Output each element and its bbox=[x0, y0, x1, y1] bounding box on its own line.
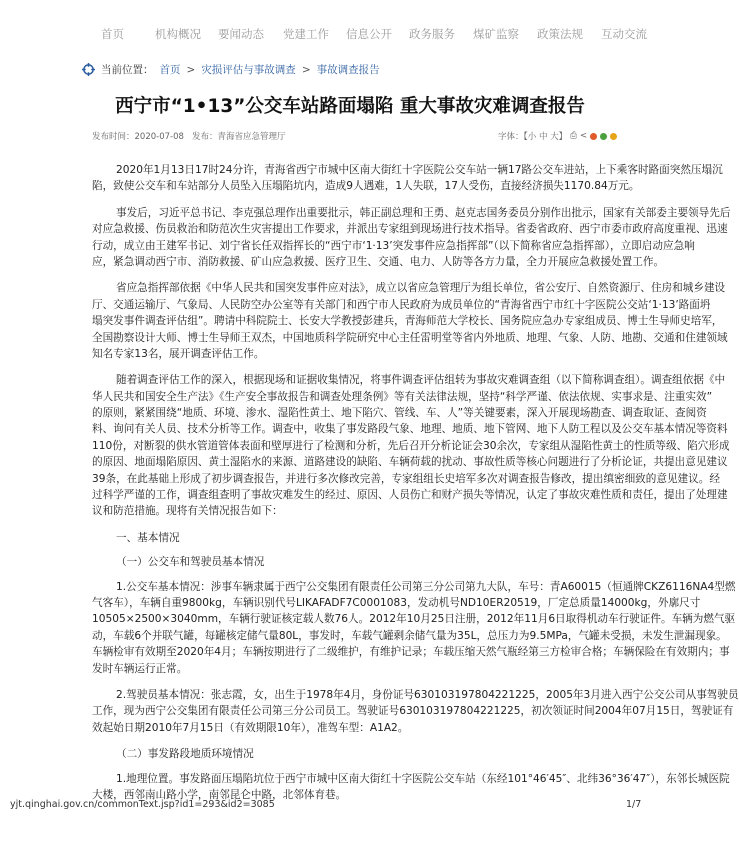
text-line: 39条，在此基础上形成了初步调查报告，并进行多次修改完善，专家组组长史培军多次对调查报告修改，提出缜密细致的意见建议。经 bbox=[92, 472, 720, 485]
text-line: 10505×2500×3040mm，车辆行驶证核定载人数76人。2012年10月25日注册，2012年11月6日取得机动车行驶证件。车辆为燃气驱 bbox=[92, 613, 736, 626]
section-heading: （二）事发路段地质环境情况 bbox=[116, 748, 254, 761]
breadcrumb-home[interactable]: 首页 bbox=[159, 64, 181, 76]
breadcrumb-current[interactable]: 事故调查报告 bbox=[316, 64, 380, 76]
text-line: 知名专家13名，展开调查评估工作。 bbox=[92, 347, 265, 360]
text-line: 省应急指挥部依据《中华人民共和国突发事件应对法》，成立以省应急管理厅为组长单位，省公安厅、自然资源厅、住房和城乡建设 bbox=[116, 282, 726, 295]
text-line: 应，紧急调动西宁市、消防救援、矿山应急救援、医疗卫生、交通、电力、人防等各方力量，全力开展应急救援处置工作。 bbox=[92, 255, 665, 268]
paragraph bbox=[92, 280, 728, 362]
text-line: 过科学严谨的工作，调查组查明了事故灾难发生的经过、原因、人员伤亡和财产损失等情况，认定了事故灾难性质和责任，提出了处理建 bbox=[92, 489, 728, 502]
breadcrumb-separator: > bbox=[301, 63, 311, 76]
breadcrumb-separator: > bbox=[186, 63, 196, 76]
nav-item[interactable]: 政务服务 bbox=[409, 27, 455, 41]
text-line: 事发后，习近平总书记、李克强总理作出重要批示，韩正副总理和王勇、赵克志国务委员分别作出批示，国家有关部委主要领导先后 bbox=[116, 206, 731, 219]
nav-item[interactable]: 首页 bbox=[101, 27, 124, 41]
text-line: 2.驾驶员基本情况：张志霞，女，出生于1978年4月，身份证号630103197804221225，2005年3月进入西宁公交公司从事驾驶员 bbox=[116, 688, 739, 701]
nav-item[interactable]: 要闻动态 bbox=[218, 27, 264, 41]
article-meta bbox=[92, 130, 286, 142]
text-line: 对应急救援、伤员救治和防范次生灾害提出工作要求，并派出专家组到现场进行技术指导。省委省政府、西宁市委市政府高度重视、迅速 bbox=[92, 223, 728, 236]
nav-item[interactable]: 信息公开 bbox=[346, 27, 392, 41]
text-line: 全国勘察设计大师、博士生导师王双杰，中国地质科学院研究中心主任雷明堂等省内外地质、地理、气象、人防、地勘、交通和住建领域 bbox=[92, 331, 728, 344]
nav-item[interactable]: 党建工作 bbox=[283, 27, 329, 41]
publish-date: 发布时间：2020-07-08 bbox=[92, 132, 184, 142]
text-line: 大楼，西邻南山路小学，南邻昆仑中路，北邻体育巷。 bbox=[92, 788, 347, 801]
paragraph bbox=[92, 205, 731, 271]
top-nav bbox=[0, 26, 652, 42]
paragraph bbox=[92, 162, 723, 195]
breadcrumb bbox=[82, 62, 380, 77]
text-line: 华人民共和国安全生产法》《生产安全事故报告和调查处理条例》等有关法律法规，坚持“科学严谨、依法依规、实事求是、注重实效” bbox=[92, 390, 713, 403]
text-line: 动，车载6个并联气罐，每罐核定储气量80L，事发时，车载气罐剩余储气量为35L，总压力为9.5MPa，气罐未受损，未发生泄漏现象。 bbox=[92, 629, 727, 642]
text-line: 的原则，紧紧围绕“地质、环境、渗水、湿陷性黄土、地下陷穴、管线、车、人”等关键要素，深入开展现场勘查、调查取证、查阅资 bbox=[92, 407, 707, 420]
page-title: 西宁市“1•13”公交车站路面塌陷 重大事故灾难调查报告 bbox=[115, 96, 585, 117]
section-heading: 一、基本情况 bbox=[116, 531, 180, 544]
text-line: 1.公交车基本情况：涉事车辆隶属于西宁公交集团有限责任公司第三分公司第九大队，车号：青A60015（恒通牌CKZ6116NA4型燃 bbox=[116, 580, 736, 593]
paragraph bbox=[92, 687, 739, 736]
article-tools bbox=[498, 130, 617, 142]
text-line: 的原因、地面塌陷原因、黄土湿陷水的来源、道路建设的缺陷、车辆荷载的扰动、事故性质等核心问题进行了分析论证，共提出意见建议 bbox=[92, 456, 728, 469]
location-icon bbox=[82, 63, 95, 76]
text-line: 料、询问有关人员、技术分析等工作。调查中，收集了事发路段气象、地理、地质、地下管网、地下人防工程以及公交车基本情况等资料 bbox=[92, 423, 728, 436]
text-line: 2020年1月13日17时24分许，青海省西宁市城中区南大街红十字医院公交车站一辆17路公交车进站，上下乘客时路面突然压塌沉 bbox=[116, 164, 723, 176]
text-line: 陷，致使公交车和车站部分人员坠入压塌陷坑内，造成9人遇难，1人失联，17人受伤，直接经济损失1170.84万元。 bbox=[92, 180, 640, 193]
text-line: 110份，对断裂的供水管道管体表面和壁厚进行了检测和分析，先后召开分析论证会30余次，专家组从湿陷性黄土的性质等级、陷穴形成 bbox=[92, 439, 730, 452]
wechat-icon[interactable] bbox=[600, 133, 607, 140]
weibo-icon[interactable] bbox=[590, 133, 597, 140]
text-line: 厅、交通运输厅、气象局、人民防空办公室等有关部门和西宁市人民政府为成员单位的“青海省西宁市红十字医院公交站‘1·13’路面坍 bbox=[92, 298, 711, 311]
text-line: 工作，现为西宁公交集团有限责任公司第三分公司员工。驾驶证号630103197804221225，初次领证时间2004年07月15日，驾驶证有 bbox=[92, 705, 734, 718]
text-line: 随着调查评估工作的深入，根据现场和证据收集情况，将事件调查评估组转为事故灾难调查组（以下简称调查组）。调查组依据《中 bbox=[116, 374, 726, 387]
text-line: 1.地理位置。事发路面压塌陷坑位于西宁市城中区南大街红十字医院公交车站（东经101°46′45″、北纬36°36′47″），东邻长城医院 bbox=[116, 772, 730, 785]
font-size-selector[interactable]: 字体：【小 中 大】 bbox=[498, 132, 568, 142]
text-line: 气客车），车辆自重9800kg，车辆识别代号LIKAFADF7C0001083，发动机号ND10ER20519，厂定总质量14000kg，外廓尺寸 bbox=[92, 596, 701, 609]
text-line: 发时车辆运行正常。 bbox=[92, 662, 188, 675]
publisher: 发布：青海省应急管理厅 bbox=[192, 132, 286, 142]
nav-item[interactable]: 互动交流 bbox=[601, 27, 647, 41]
breadcrumb-category[interactable]: 灾损评估与事故调查 bbox=[201, 64, 296, 76]
section-heading: （一）公交车和驾驶员基本情况 bbox=[116, 556, 265, 569]
text-line: 效起始日期2010年7月15日（有效期限10年），准驾车型：A1A2。 bbox=[92, 721, 409, 734]
favorite-icon[interactable] bbox=[610, 133, 617, 140]
nav-item[interactable]: 机构概况 bbox=[155, 27, 201, 41]
article-body bbox=[92, 162, 739, 813]
breadcrumb-label: 当前位置： bbox=[101, 64, 154, 76]
paragraph bbox=[92, 579, 736, 677]
text-line: 议和防范措施。现将有关情况报告如下： bbox=[92, 505, 283, 518]
print-icon[interactable]: ⎙ bbox=[570, 131, 577, 141]
nav-item[interactable]: 政策法规 bbox=[537, 27, 583, 41]
nav-item[interactable]: 煤矿监察 bbox=[473, 27, 519, 41]
page-number: 1/7 bbox=[626, 799, 642, 810]
share-icon[interactable]: < bbox=[579, 131, 588, 141]
text-line: 塌突发事件调查评估组”。聘请中科院院士、长安大学教授彭建兵，青海师范大学校长、国务院应急办专家组成员、博士生导师史培军， bbox=[92, 315, 723, 328]
text-line: 行动，成立由王建军书记、刘宁省长任双指挥长的“西宁市‘1·13’突发事件应急指挥部”（以下简称省应急指挥部），立即启动应急响 bbox=[92, 239, 695, 252]
paragraph bbox=[92, 372, 730, 520]
text-line: 车辆检审有效期至2020年4月；车辆按期进行了二级维护，有维护记录；车载压缩天然气瓶经第三方检审合格；车辆保险在有效期内；事 bbox=[92, 646, 730, 659]
footer-url: yjt.qinghai.gov.cn/commonText.jsp?id1=293&id2=3085 bbox=[10, 799, 275, 810]
